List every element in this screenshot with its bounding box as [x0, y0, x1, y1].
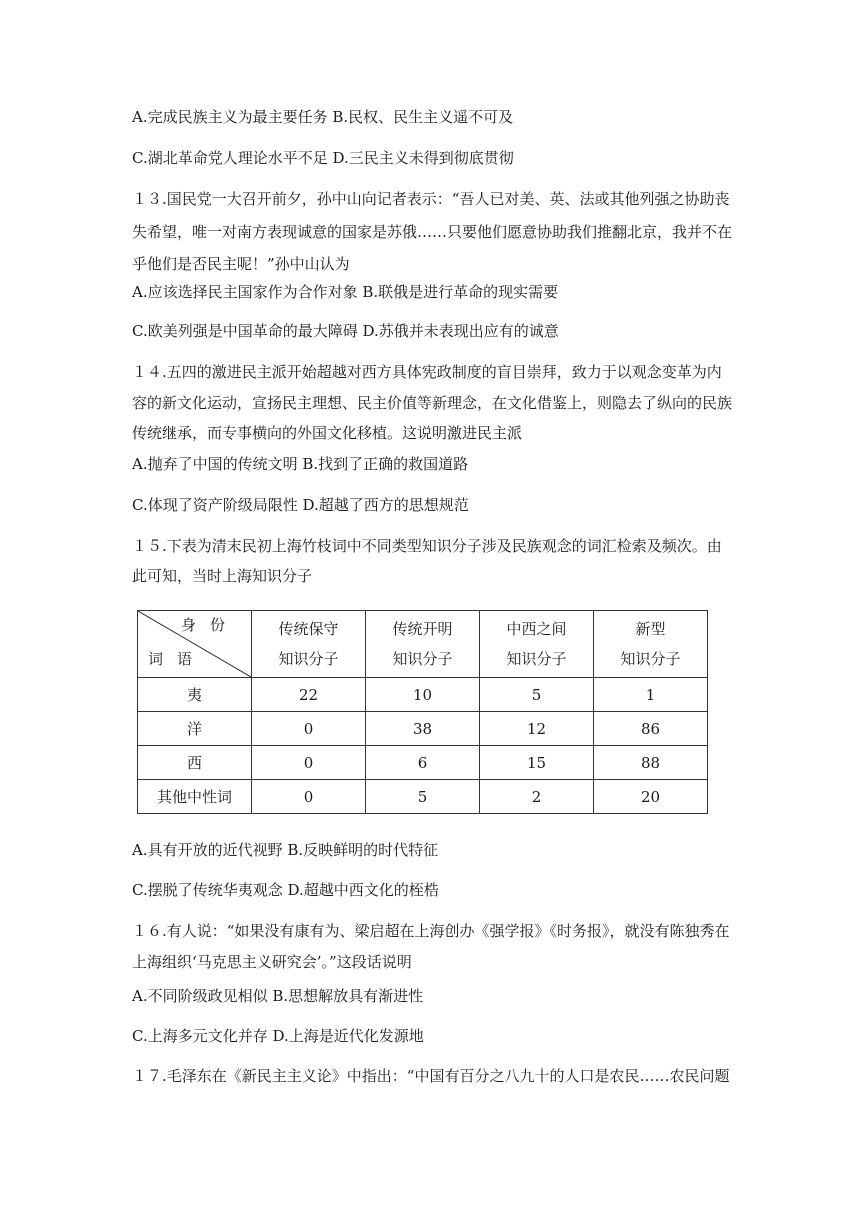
column-header: [252, 611, 366, 678]
table-cell: 20: [594, 780, 708, 814]
table-cell: 10: [366, 678, 480, 712]
q12-option-cd: C.湖北革命党人理论水平不足 D.三民主义未得到彻底贯彻: [132, 149, 514, 167]
table-row: [138, 678, 708, 712]
table-cell: 5: [366, 780, 480, 814]
column-header: [480, 611, 594, 678]
column-header: [594, 611, 708, 678]
q14-option-cd: C.体现了资产阶级局限性 D.超越了西方的思想规范: [132, 496, 469, 514]
q15-option-cd: C.摆脱了传统华夷观念 D.超越中西文化的桎梏: [132, 881, 439, 899]
q13-stem-line-1: １３.国民党一大召开前夕，孙中山向记者表示：“吾人已对美、英、法或其他列强之协助丧: [132, 190, 730, 208]
column-header-line: 中西之间: [506, 620, 567, 638]
q17-stem-line-1: １７.毛泽东在《新民主主义论》中指出：“中国有百分之八九十的人口是农民……农民问题: [132, 1067, 730, 1085]
q15-option-ab: A.具有开放的近代视野 B.反映鲜明的时代特征: [132, 841, 439, 859]
column-header-line: 传统开明: [392, 620, 453, 638]
q16-option-cd: C.上海多元文化并存 D.上海是近代化发源地: [132, 1027, 424, 1045]
q15-stem-line-1: １５.下表为清末民初上海竹枝词中不同类型知识分子涉及民族观念的词汇检索及频次。由: [132, 537, 722, 555]
row-term: 西: [138, 746, 252, 780]
q13-stem-line-2: 失希望，唯一对南方表现诚意的国家是苏俄……只要他们愿意协助我们推翻北京，我并不在: [132, 223, 733, 241]
column-header: [366, 611, 480, 678]
q12-option-ab: A.完成民族主义为最主要任务 B.民权、民生主义遥不可及: [132, 108, 514, 126]
row-term: 其他中性词: [138, 780, 252, 814]
q13-option-cd: C.欧美列强是中国革命的最大障碍 D.苏俄并未表现出应有的诚意: [132, 322, 559, 340]
row-term: 洋: [138, 712, 252, 746]
column-header-line: 知识分子: [392, 650, 453, 668]
q16-stem-line-1: １６.有人说：“如果没有康有为、梁启超在上海创办《强学报》《时务报》，就没有陈独秀在: [132, 922, 730, 940]
q14-option-ab: A.抛弃了中国的传统文明 B.找到了正确的救国道路: [132, 455, 469, 473]
q14-stem-line-2: 容的新文化运动，宣扬民主理想、民主价值等新理念，在文化借鉴上，则隐去了纵向的民族: [132, 394, 733, 412]
q13-stem-line-3: 乎他们是否民主呢！”孙中山认为: [132, 255, 350, 273]
q14-stem-line-3: 传统继承，而专事横向的外国文化移植。这说明激进民主派: [132, 424, 523, 442]
table-cell: 38: [366, 712, 480, 746]
frequency-table: [137, 610, 708, 814]
q16-stem-line-2: 上海组织‘马克思主义研究会’。”这段话说明: [132, 953, 412, 971]
table-cell: 1: [594, 678, 708, 712]
table-cell: 86: [594, 712, 708, 746]
q14-stem-line-1: １４.五四的激进民主派开始超越对西方具体宪政制度的盲目崇拜，致力于以观念变革为内: [132, 363, 722, 381]
column-header-line: 新型: [635, 620, 666, 638]
table-row: [138, 712, 708, 746]
table-cell: 6: [366, 746, 480, 780]
row-term: 夷: [138, 678, 252, 712]
table-cell: 12: [480, 712, 594, 746]
column-header-line: 知识分子: [506, 650, 567, 668]
corner-label-identity: 身份: [180, 616, 239, 634]
table-cell: 5: [480, 678, 594, 712]
table-corner-cell: [138, 611, 252, 678]
table-cell: 0: [252, 780, 366, 814]
q13-option-ab: A.应该选择民主国家作为合作对象 B.联俄是进行革命的现实需要: [132, 283, 559, 301]
q15-stem-line-2: 此可知，当时上海知识分子: [132, 567, 313, 585]
table-row: [138, 780, 708, 814]
q16-option-ab: A.不同阶级政见相似 B.思想解放具有渐进性: [132, 987, 424, 1005]
table-cell: 2: [480, 780, 594, 814]
table-cell: 15: [480, 746, 594, 780]
column-header-line: 知识分子: [278, 650, 339, 668]
column-header-line: 知识分子: [620, 650, 681, 668]
table-cell: 0: [252, 712, 366, 746]
table-cell: 0: [252, 746, 366, 780]
table-header-row: [138, 611, 708, 678]
table-row: [138, 746, 708, 780]
table-cell: 22: [252, 678, 366, 712]
column-header-line: 传统保守: [278, 620, 339, 638]
table-cell: 88: [594, 746, 708, 780]
corner-label-term: 词语: [148, 650, 207, 668]
